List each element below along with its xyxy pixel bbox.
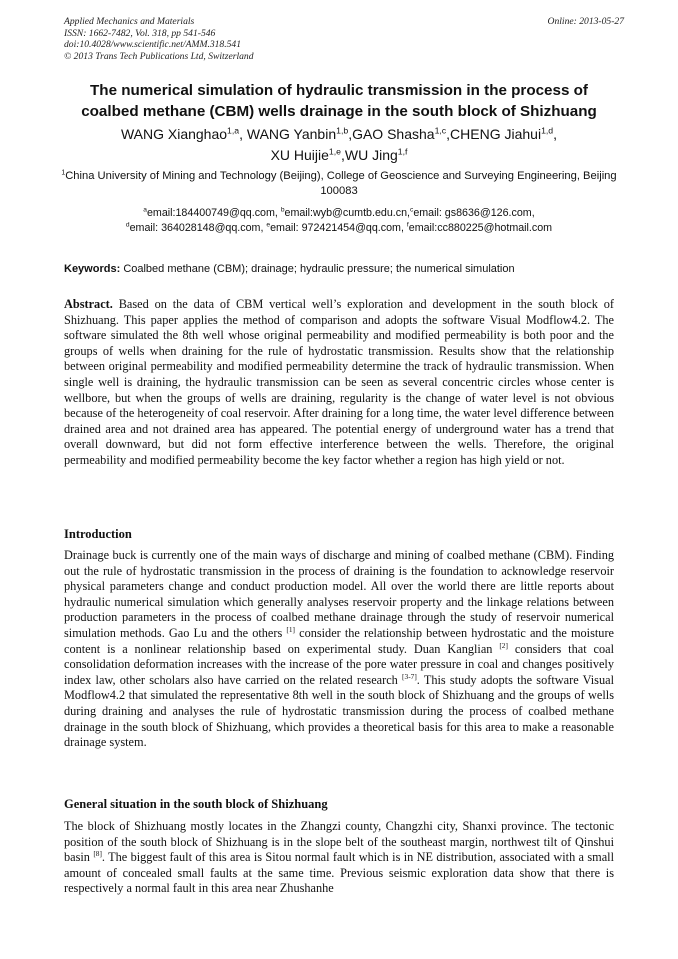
email-sup: d xyxy=(125,221,130,229)
intro-text: consider the relationship between hydrostatic and the moisture content is a nonlinear relationship based on experimental study. Duan Kanglian xyxy=(64,625,614,656)
journal-name: Applied Mechanics and Materials xyxy=(64,16,195,27)
affiliation-text: China University of Mining and Technology (Beijing), College of Geoscience and Surveying Engineering, Beijing 100083 xyxy=(65,170,617,197)
title-line-1: The numerical simulation of hydraulic transmission in the process of xyxy=(90,82,588,99)
email-sup: b xyxy=(280,206,285,214)
email-address: email:cc880225@hotmail.com xyxy=(408,222,553,234)
author-name: CHENG Jiahui xyxy=(450,126,542,142)
email-sup: f xyxy=(406,221,409,229)
citation: [1] xyxy=(286,624,295,634)
author-sup: 1,d xyxy=(541,125,554,136)
author-sep: , xyxy=(348,126,353,142)
author-sup: 1,a xyxy=(227,125,240,136)
author-list xyxy=(40,124,638,166)
general-text: . The biggest fault of this area is Sitou normal fault which is in NE distribution, associated with a small amount of concealed small faults at the same time. Previous seismic exploration data show that there is respectively a normal fault in this area near Zhushanhe xyxy=(64,850,615,896)
abstract xyxy=(64,297,614,469)
general-situation-heading: General situation in the south block of Shizhuang xyxy=(64,797,328,811)
author-sup: 1,b xyxy=(336,125,349,136)
author-sup: 1,c xyxy=(434,125,447,136)
email-sup: c xyxy=(410,206,414,214)
issn-line: ISSN: 1662-7482, Vol. 318, pp 541-546 xyxy=(64,27,216,39)
doi-line: doi:10.4028/www.scientific.net/AMM.318.541 xyxy=(64,39,242,50)
citation: [2] xyxy=(499,640,508,650)
citation: [8] xyxy=(93,849,102,859)
author-sep: , xyxy=(340,147,345,163)
introduction-heading: Introduction xyxy=(64,527,132,541)
general-situation-body xyxy=(64,819,614,897)
paper-title xyxy=(40,80,638,122)
title-line-2: coalbed methane (CBM) wells drainage in the south block of Shizhuang xyxy=(81,103,597,120)
email-sup: e xyxy=(266,221,271,229)
online-date: Online: 2013-05-27 xyxy=(547,16,624,27)
journal-header xyxy=(64,16,624,62)
email-address: email: gs8636@126.com, xyxy=(413,207,535,219)
keywords-text: Coalbed methane (CBM); drainage; hydraulic pressure; the numerical simulation xyxy=(123,263,515,275)
email-list xyxy=(40,206,638,236)
author-sup: 1,f xyxy=(397,146,408,157)
abstract-label: Abstract. xyxy=(64,297,113,311)
citation: [3-7] xyxy=(402,671,417,681)
author-name: WANG Xianghao xyxy=(120,126,228,142)
email-address: email: 364028148@qq.com, xyxy=(129,222,267,234)
keywords xyxy=(64,262,624,277)
intro-text: considers that coal consolidation deformation increases with the increase of the pore water pressure in coal and changes positively index law, other scholars also have carried on the related research xyxy=(64,641,614,687)
introduction-body xyxy=(64,548,614,751)
author-sep: , xyxy=(553,126,558,142)
email-address: email:184400749@qq.com, xyxy=(146,207,281,219)
general-text: The block of Shizhuang mostly locates in the Zhangzi county, Changzhi city, Shanxi province. The tectonic position of the south block of Shizhuang is in the slope belt of the southeast margin, northwest tilt of Qinshui basin xyxy=(64,819,614,865)
author-name: XU Huijie xyxy=(270,147,329,163)
email-sup: a xyxy=(143,206,147,214)
affiliation-sup: 1 xyxy=(61,169,66,177)
email-address: email:wyb@cumtb.edu.cn, xyxy=(284,207,411,219)
keywords-label: Keywords: xyxy=(64,263,121,275)
author-name: WANG Yanbin xyxy=(246,126,337,142)
author-sup: 1,e xyxy=(328,146,341,157)
abstract-text: Based on the data of CBM vertical well’s exploration and development in the south block of Shizhuang. This paper applies the method of comparison and adopts the software Visual Modflow4.2. The software simulated the 8th well whose original permeability and modified permeability is both poor and the groups of wells when draining for the rule of hydrostatic transmission. Results show that the relationship between original permeability and modified permeability determine the track of hydraulic transmission. When single well is draining, the hydraulic transmission can be seen as several concentric circles whose center is wellbore, but when the groups of wells are draining, regularity is the change of water level is not obvious because of the heterogeneity of coal reservoir. After draining for a long time, the water level difference between drained area and not drained area has appeared. The potential energy of underground water has a trend that overall downward, but did not form effective interference between the wells. Therefore, the original permeability and modified permeability become the key factor whether a region has high yield or not. xyxy=(64,297,614,467)
affiliation xyxy=(60,169,618,199)
author-sep: , xyxy=(446,126,451,142)
author-name: GAO Shasha xyxy=(352,126,435,142)
intro-text: Drainage buck is currently one of the main ways of discharge and mining of coalbed methane (CBM). Finding out the rule of hydrostatic transmission in the process of draining is the foundation to acknowledge reservoir physical parameters change and conduct production model. All over the world there are little reports about hydraulic numerical simulation which generally analyses reservoir property and the linkage relations between production parameters in the process of coalbed methane drainage through the study of reservoir numerical simulation methods. Gao Lu and the others xyxy=(64,548,614,640)
author-sep: , xyxy=(239,126,247,142)
email-address: email: 972421454@qq.com, xyxy=(270,222,407,234)
intro-text: . This study adopts the software Visual Modflow4.2 that simulated the representative 8th well in the south block of Shizhuang and the groups of wells during draining and analyses the rule of hydrostatic transmission during the process of coalbed methane drainage in the south block of Shizhuang, which provides a theoretical basis for this area to make a reasonable drainage system. xyxy=(64,672,614,750)
author-name: WU Jing xyxy=(344,147,398,163)
copyright-line: © 2013 Trans Tech Publications Ltd, Switzerland xyxy=(64,50,254,62)
